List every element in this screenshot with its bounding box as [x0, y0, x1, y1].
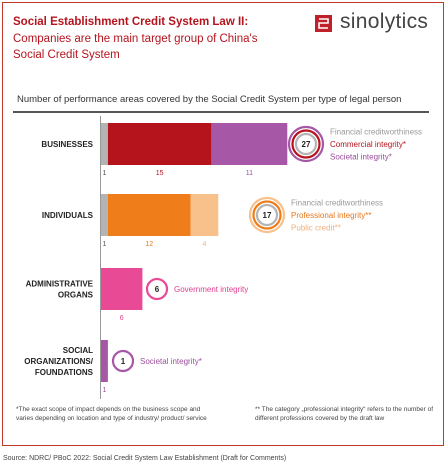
total-label-businesses: 27: [301, 140, 311, 149]
legend-label-social-organizations-foundations-0: Societal integrity*: [140, 357, 202, 366]
bar-segment-social-organizations-foundations-0: [101, 340, 108, 382]
legend-label-businesses-0: Financial creditworthiness: [330, 127, 423, 137]
category-label-social-organizations-foundations: SOCIAL: [62, 346, 93, 355]
source-line: Source: NDRC/ PBoC 2022: Social Credit System Law Establishment (Draft for Comments): [3, 455, 287, 462]
value-label-businesses-1: 15: [155, 170, 164, 177]
bar-segment-businesses-1: [108, 123, 211, 165]
value-label-administrative-organs-0: 6: [119, 315, 124, 322]
footnote-left: *The exact scope of impact depends on the business scope and varies depending on location and type of industry/ product/ service: [16, 406, 207, 422]
total-label-individuals: 17: [262, 211, 272, 220]
title-line-2: Companies are the main target group of China's Social Credit System: [13, 33, 258, 61]
bar-segment-individuals-0: [101, 194, 108, 236]
chart-title: Number of performance areas covered by the Social Credit System per type of legal person: [17, 94, 402, 105]
logo-text: sinolytics: [340, 10, 429, 33]
legend-label-businesses-1: Commercial integrity*: [330, 140, 407, 149]
bar-segment-individuals-2: [191, 194, 219, 236]
bar-segment-businesses-2: [211, 123, 287, 165]
legend-label-individuals-0: Financial creditworthiness: [291, 198, 384, 208]
legend-label-administrative-organs-0: Government integrity: [174, 285, 249, 294]
category-label-administrative-organs: ORGANS: [57, 290, 93, 300]
category-label-businesses: BUSINESSES: [41, 140, 93, 149]
category-label-individuals: INDIVIDUALS: [41, 211, 93, 220]
bar-segment-businesses-0: [101, 123, 108, 165]
value-label-individuals-2: 4: [202, 241, 207, 248]
bar-segment-administrative-organs-0: [101, 268, 142, 310]
legend-label-individuals-1: Professional integrity**: [291, 211, 372, 220]
category-label-social-organizations-foundations: ORGANIZATIONS/: [24, 357, 93, 366]
title-line-1: Social Establishment Credit System Law II:: [13, 16, 249, 28]
category-label-administrative-organs: ADMINISTRATIVE: [25, 279, 93, 289]
category-label-social-organizations-foundations: FOUNDATIONS: [34, 368, 93, 377]
total-label-administrative-organs: 6: [154, 285, 160, 294]
value-label-businesses-2: 11: [245, 170, 253, 177]
bar-segment-individuals-1: [108, 194, 191, 236]
total-label-social-organizations-foundations: 1: [120, 357, 126, 366]
footnote-right: ** The category „professional integrity“ refers to the number of different professions covered by the draft law: [255, 406, 433, 422]
value-label-individuals-0: 1: [102, 241, 107, 248]
legend-label-businesses-2: Societal integrity*: [330, 152, 392, 162]
value-label-social-organizations-foundations-0: 1: [102, 387, 107, 394]
value-label-individuals-1: 12: [145, 241, 154, 248]
legend-label-individuals-2: Public credit**: [291, 223, 341, 233]
value-label-businesses-0: 1: [102, 170, 107, 177]
